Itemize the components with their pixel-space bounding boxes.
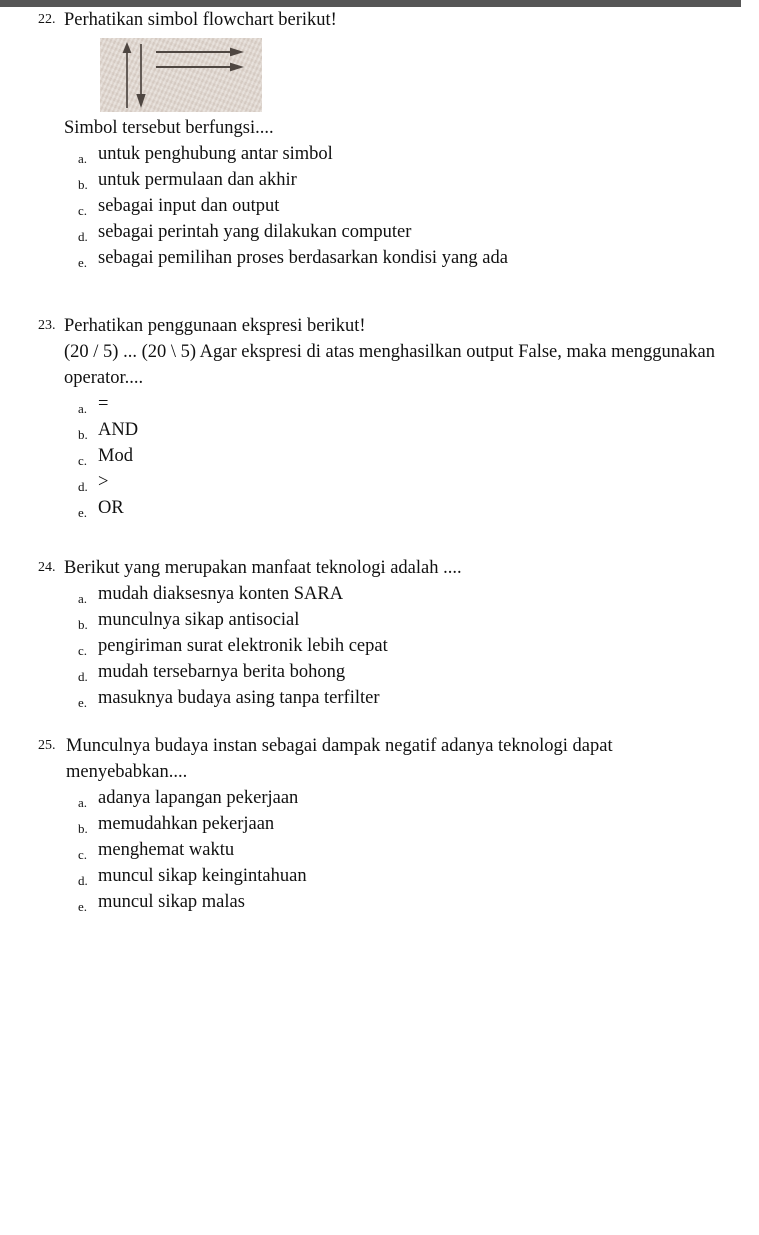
option-e[interactable]: [38, 245, 759, 271]
option-c[interactable]: [38, 443, 759, 469]
option-letter: d.: [78, 229, 88, 244]
option-letter: c.: [78, 453, 88, 468]
options-list: [38, 391, 759, 521]
option-letter: b.: [78, 821, 88, 836]
option-label: sebagai perintah yang dilakukan computer: [98, 222, 412, 242]
option-letter: e.: [78, 899, 88, 914]
option-label: mudah tersebarnya berita bohong: [98, 662, 346, 682]
option-d[interactable]: [38, 219, 759, 245]
option-letter: c.: [78, 203, 88, 218]
option-label: sebagai input dan output: [98, 196, 280, 216]
question-number: 23.: [38, 318, 56, 333]
question-expression: (20 / 5) ... (20 \ 5) Agar ekspresi di atas menghasilkan output False, maka menggunakan operator....: [64, 342, 715, 388]
option-letter: b.: [78, 427, 88, 442]
flowchart-arrows-svg: [100, 38, 262, 112]
option-letter: e.: [78, 695, 88, 710]
question-subprompt: Simbol tersebut berfungsi....: [64, 118, 274, 138]
question-stem: Perhatikan penggunaan ekspresi berikut!: [64, 316, 366, 336]
option-a[interactable]: [38, 141, 759, 167]
option-label: pengiriman surat elektronik lebih cepat: [98, 636, 388, 656]
option-b[interactable]: [38, 607, 759, 633]
question-number: 22.: [38, 12, 56, 27]
question-22: [0, 7, 759, 271]
flowchart-symbol-image: [100, 38, 262, 112]
option-d[interactable]: [38, 863, 759, 889]
option-letter: d.: [78, 669, 88, 684]
option-label: munculnya sikap antisocial: [98, 610, 300, 630]
option-letter: e.: [78, 255, 88, 270]
option-a[interactable]: [38, 581, 759, 607]
option-letter: b.: [78, 617, 88, 632]
option-label: menghemat waktu: [98, 840, 235, 860]
question-25: [0, 733, 759, 915]
option-label: sebagai pemilihan proses berdasarkan kondisi yang ada: [98, 248, 508, 268]
top-scrollbar-strip: [0, 0, 741, 7]
option-e[interactable]: [38, 685, 759, 711]
question-24: [0, 555, 759, 711]
option-label: muncul sikap malas: [98, 892, 245, 912]
option-c[interactable]: [38, 193, 759, 219]
question-spacer: [0, 711, 759, 733]
option-letter: a.: [78, 795, 88, 810]
option-letter: a.: [78, 401, 88, 416]
option-label: adanya lapangan pekerjaan: [98, 788, 299, 808]
option-letter: d.: [78, 479, 88, 494]
options-list: [38, 785, 759, 915]
option-letter: c.: [78, 847, 88, 862]
option-c[interactable]: [38, 837, 759, 863]
option-e[interactable]: [38, 889, 759, 915]
option-label: AND: [98, 420, 139, 440]
options-list: [38, 141, 759, 271]
option-letter: b.: [78, 177, 88, 192]
option-label: >: [98, 472, 109, 492]
option-d[interactable]: [38, 659, 759, 685]
option-label: mudah diaksesnya konten SARA: [98, 584, 344, 604]
question-stem: Berikut yang merupakan manfaat teknologi adalah ....: [64, 558, 462, 578]
option-e[interactable]: [38, 495, 759, 521]
option-label: untuk penghubung antar simbol: [98, 144, 333, 164]
option-label: Mod: [98, 446, 133, 466]
option-label: muncul sikap keingintahuan: [98, 866, 307, 886]
document-page: [0, 7, 759, 915]
option-label: masuknya budaya asing tanpa terfilter: [98, 688, 380, 708]
option-label: OR: [98, 498, 124, 518]
option-b[interactable]: [38, 167, 759, 193]
question-stem: Munculnya budaya instan sebagai dampak negatif adanya teknologi dapat menyebabkan....: [66, 736, 613, 782]
option-b[interactable]: [38, 811, 759, 837]
option-letter: a.: [78, 151, 88, 166]
option-label: untuk permulaan dan akhir: [98, 170, 297, 190]
option-d[interactable]: [38, 469, 759, 495]
option-c[interactable]: [38, 633, 759, 659]
option-a[interactable]: [38, 391, 759, 417]
question-spacer: [0, 521, 759, 555]
option-letter: e.: [78, 505, 88, 520]
question-spacer: [0, 271, 759, 313]
options-list: [38, 581, 759, 711]
option-letter: a.: [78, 591, 88, 606]
option-letter: c.: [78, 643, 88, 658]
option-label: memudahkan pekerjaan: [98, 814, 275, 834]
option-letter: d.: [78, 873, 88, 888]
question-stem: Perhatikan simbol flowchart berikut!: [64, 10, 337, 30]
option-b[interactable]: [38, 417, 759, 443]
question-number: 24.: [38, 560, 56, 575]
question-number: 25.: [38, 738, 56, 753]
option-label: =: [98, 394, 109, 414]
question-23: [0, 313, 759, 521]
option-a[interactable]: [38, 785, 759, 811]
